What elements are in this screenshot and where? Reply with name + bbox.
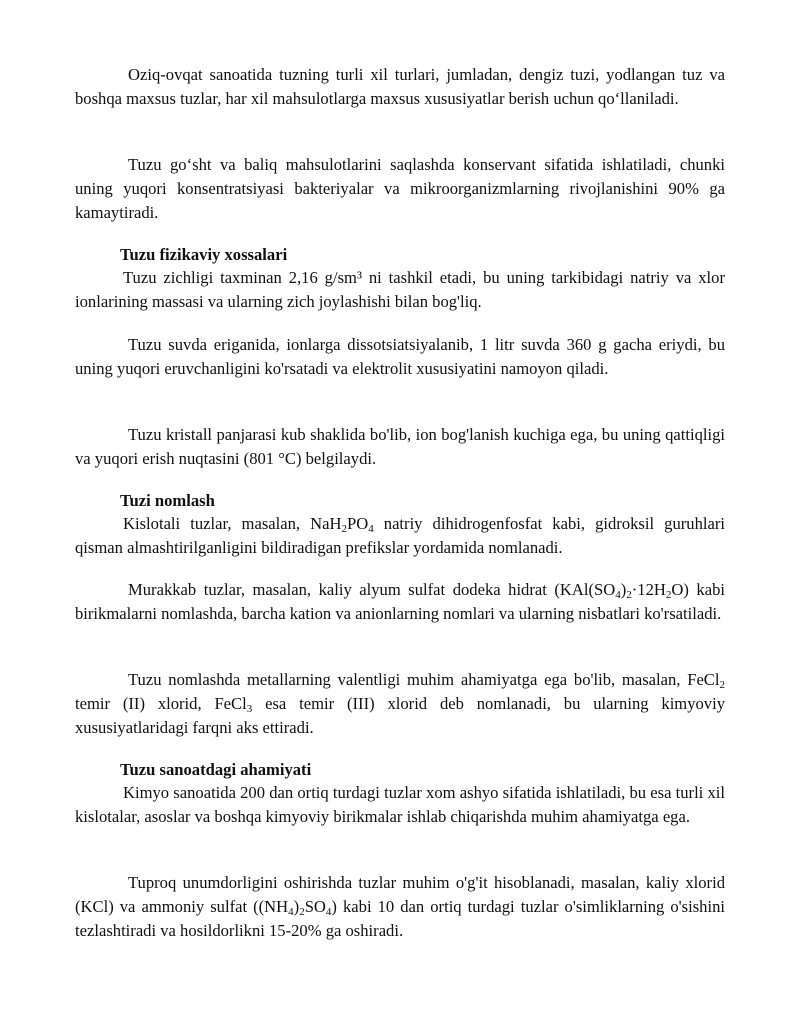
paragraph-acid-salts: Kislotali tuzlar, masalan, $NaH_2PO_4$ natriy dihidrogenfosfat kabi, gidroksil guruhlari qisman almashtirilganligini bildiradigan prefikslar yordamida nomlanadi. <box>75 514 725 557</box>
paragraph-fertilizers: Tuproq unumdorligini oshirishda tuzlar muhim o'g'it hisoblanadi, masalan, kaliy xlorid (KCl) va ammoniy sulfat $((NH_4)_2SO_4)$ kabi 10 dan ortiq turdagi tuzlar o'simliklarning o'sishini tezlashtiradi va hosildorlikni 15-20% ga oshiradi. <box>75 873 725 940</box>
paragraph-density: Tuzu zichligi taxminan 2,16 g/sm³ ni tashkil etadi, bu uning tarkibidagi natriy va xlor ionlarining massasi va ularning zich joylashishi bilan bog'liq. <box>75 268 725 311</box>
paragraph-preservative: Tuzu go‘sht va baliq mahsulotlarini saqlashda konservant sifatida ishlatiladi, chunki uning yuqori konsentratsiyasi bakteriyalar va mikroorganizmlarning rivojlanishini 90% ga kamaytiradi. <box>75 155 725 222</box>
paragraph-food-industry: Oziq-ovqat sanoatida tuzning turli xil turlari, jumladan, dengiz tuzi, yodlangan tuz va boshqa maxsus tuzlar, har xil mahsulotlarga maxsus xususiyatlar berish uchun qo‘llaniladi. <box>75 65 725 108</box>
heading-physical-properties: Tuzu fizikaviy xossalari <box>120 245 288 264</box>
paragraph-crystal-lattice: Tuzu kristall panjarasi kub shaklida bo'lib, ion bog'lanish kuchiga ega, bu uning qattiqligi va yuqori erish nuqtasini (801 °C) belgilaydi. <box>75 425 725 468</box>
paragraph-complex-salts: Murakkab tuzlar, masalan, kaliy alyum sulfat dodeka hidrat $(KAl(SO_4)_2\cdot 12H_2O)$ kabi birikmalarni nomlashda, barcha kation va anionlarning nomlari va ularning nisbatlari ko'rsatiladi. <box>75 580 725 623</box>
heading-naming: Tuzi nomlash <box>120 491 215 510</box>
paragraph-chemical-industry: Kimyo sanoatida 200 dan ortiq turdagi tuzlar xom ashyo sifatida ishlatiladi, bu esa turli xil kislotalar, asoslar va boshqa kimyoviy birikmalar ishlab chiqarishda muhim ahamiyatga ega. <box>75 783 725 826</box>
heading-industrial-importance: Tuzu sanoatdagi ahamiyati <box>120 760 312 779</box>
paragraph-valence: Tuzu nomlashda metallarning valentligi muhim ahamiyatga ega bo'lib, masalan, FeCl$_2$ temir (II) xlorid, FeCl$_3$ esa temir (III) xlorid deb nomlanadi, bu ularning kimyoviy xususiyatlaridagi farqni aks ettiradi. <box>75 670 726 737</box>
paragraph-solubility: Tuzu suvda eriganida, ionlarga dissotsiatsiyalanib, 1 litr suvda 360 g gacha eriydi, bu uning yuqori eruvchanligini ko'rsatadi va elektrolit xususiyatini namoyon qiladi. <box>75 335 725 378</box>
